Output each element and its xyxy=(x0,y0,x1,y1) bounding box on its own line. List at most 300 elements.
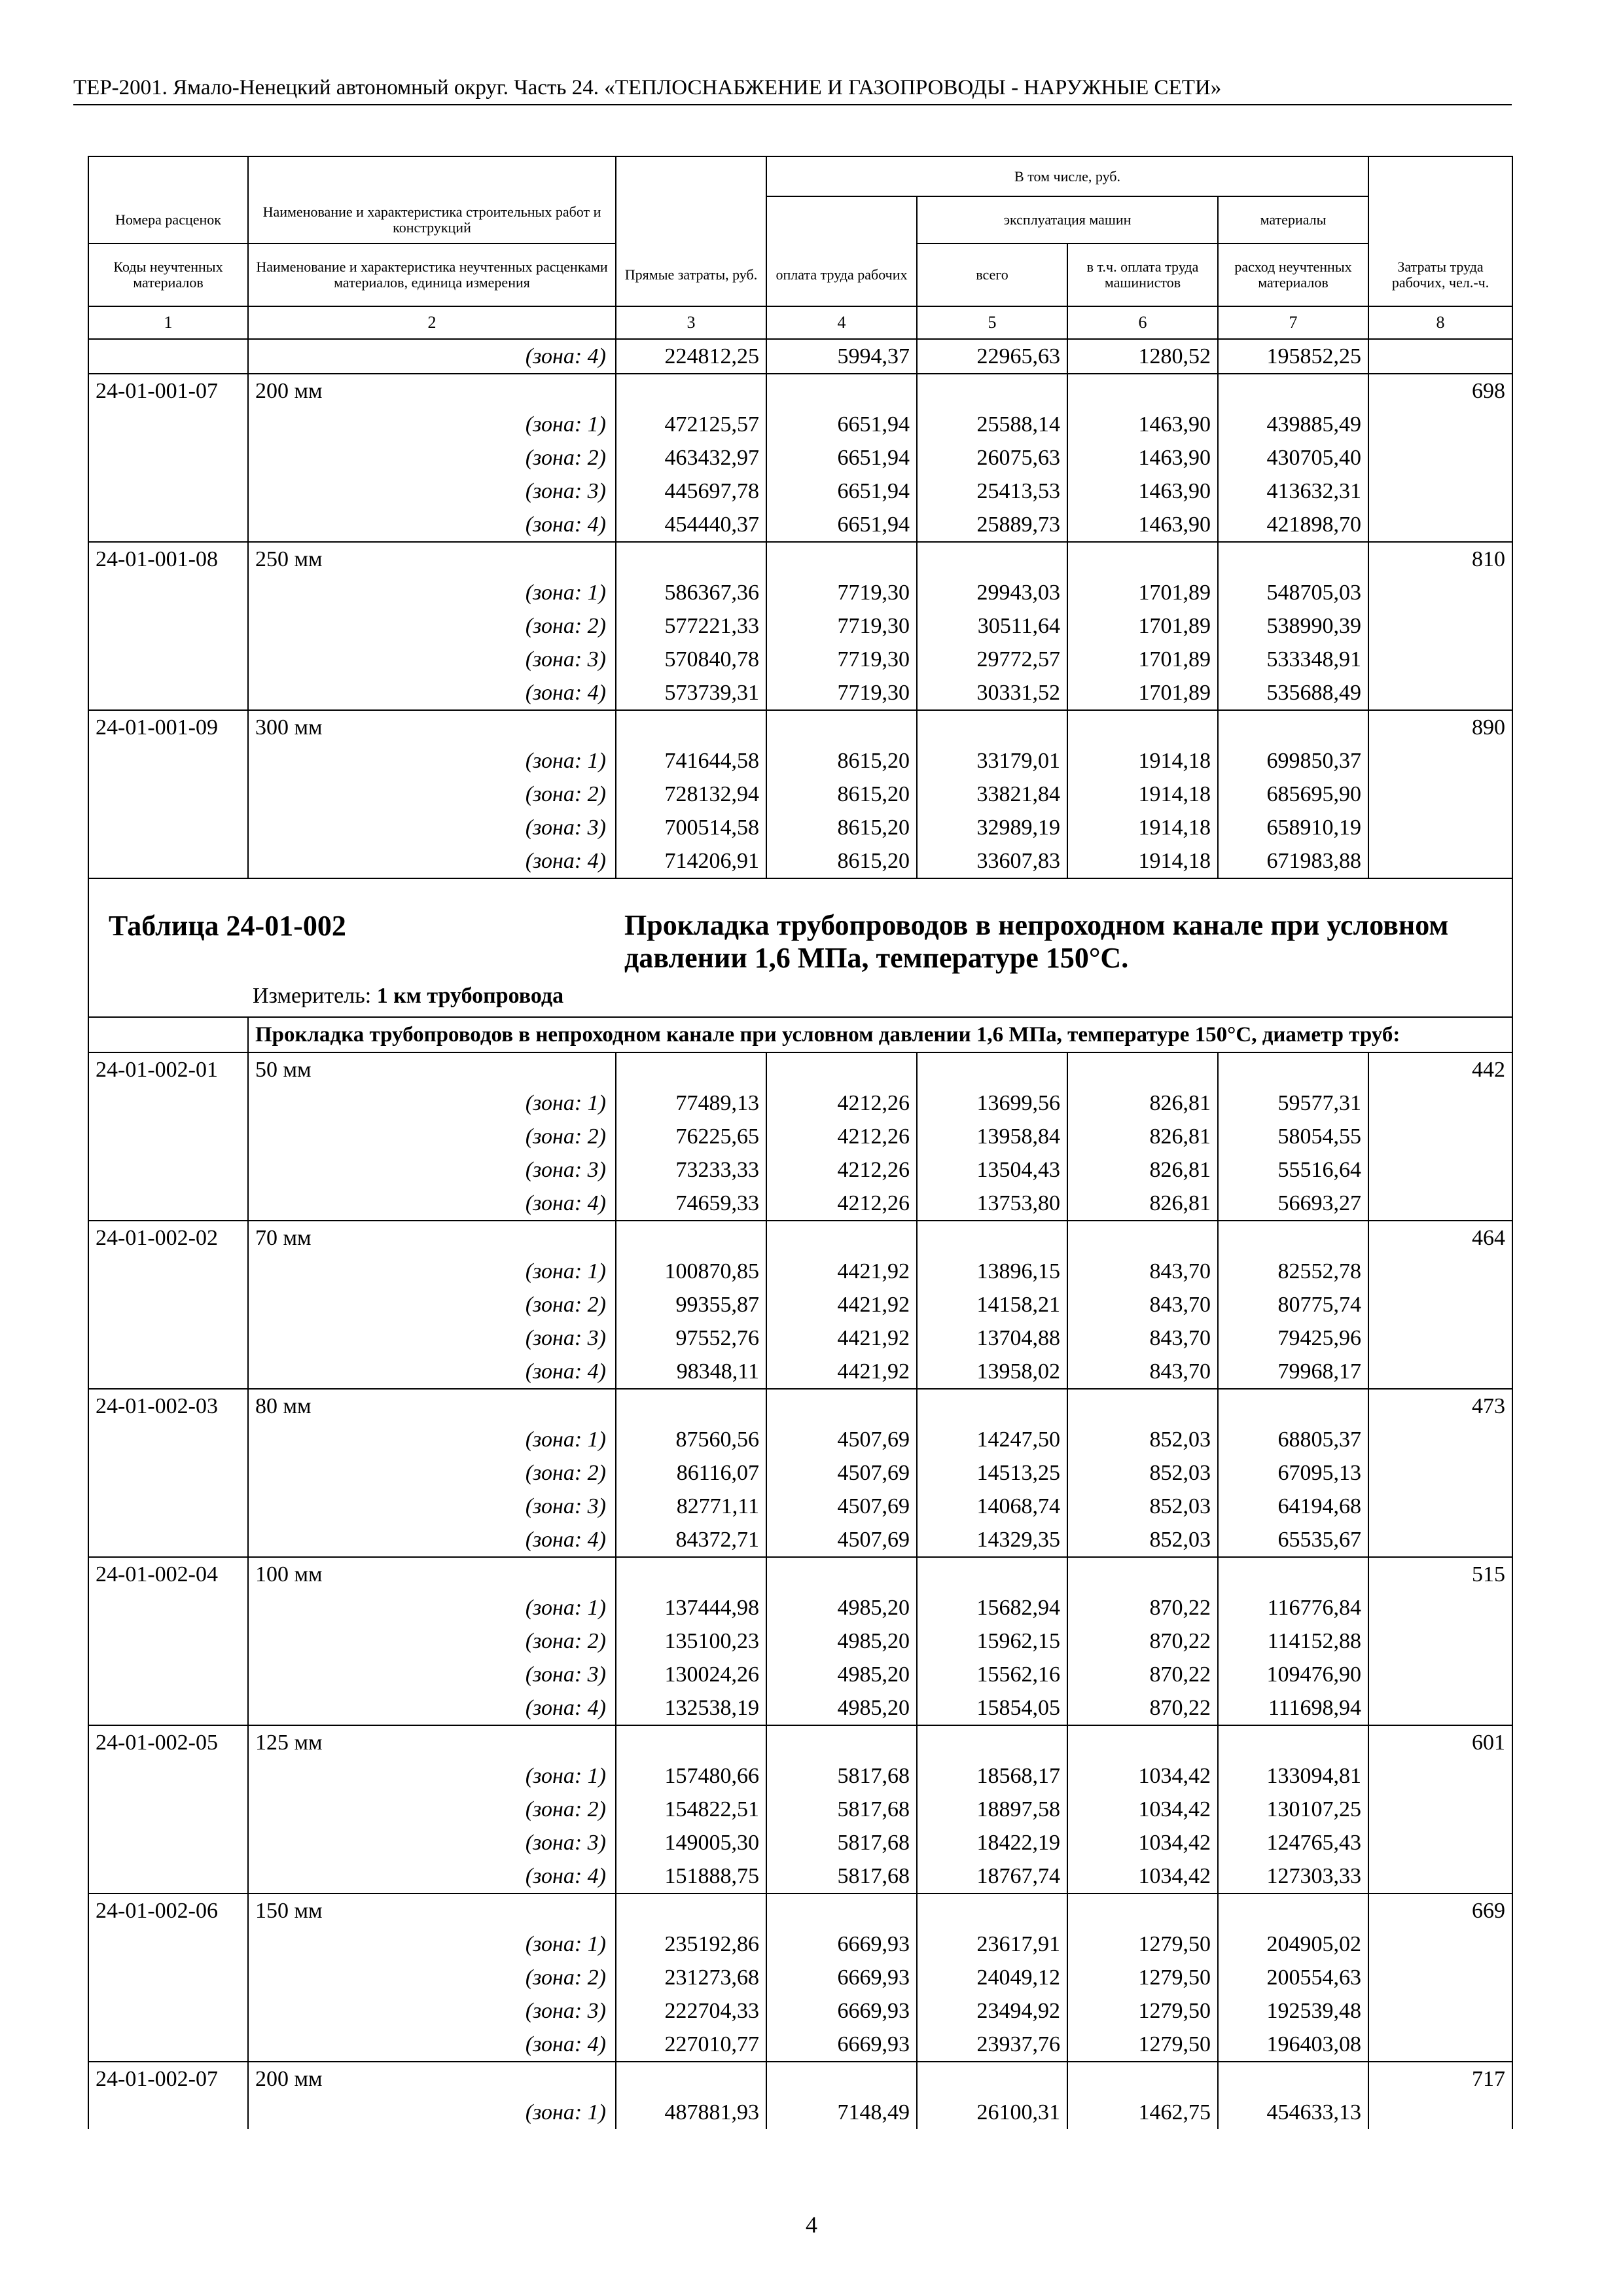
cost-value: 870,22 xyxy=(1067,1624,1218,1658)
cost-value: 154822,51 xyxy=(616,1793,766,1826)
cost-value: 15682,94 xyxy=(917,1591,1067,1624)
cost-value: 570840,78 xyxy=(616,643,766,676)
cost-value: 130107,25 xyxy=(1218,1793,1368,1826)
cost-value: 99355,87 xyxy=(616,1288,766,1321)
zone-label: (зона: 1) xyxy=(248,576,616,609)
cost-value: 7148,49 xyxy=(766,2096,917,2129)
cost-value: 5817,68 xyxy=(766,1826,917,1859)
zone-row xyxy=(88,1859,1512,1893)
column-number-row xyxy=(88,306,1512,339)
cost-value: 7719,30 xyxy=(766,609,917,643)
cost-value: 413632,31 xyxy=(1218,475,1368,508)
cost-value: 4985,20 xyxy=(766,1624,917,1658)
cost-value: 33607,83 xyxy=(917,844,1067,878)
col-name-bottom: Наименование и характеристика неучтенных расценками материалов, единица измерения xyxy=(248,243,616,306)
cost-value: 23494,92 xyxy=(917,1994,1067,2028)
cost-value: 535688,49 xyxy=(1218,676,1368,710)
labor-value: 442 xyxy=(1368,1052,1512,1086)
cost-value: 870,22 xyxy=(1067,1591,1218,1624)
cost-value: 13958,84 xyxy=(917,1120,1067,1153)
cost-value: 77489,13 xyxy=(616,1086,766,1120)
cost-value: 1462,75 xyxy=(1067,2096,1218,2129)
cost-value: 700514,58 xyxy=(616,811,766,844)
zone-row xyxy=(88,1490,1512,1523)
cost-value: 13504,43 xyxy=(917,1153,1067,1187)
cost-value: 4985,20 xyxy=(766,1691,917,1725)
cost-value: 195852,25 xyxy=(1218,339,1368,374)
zone-label: (зона: 2) xyxy=(248,1120,616,1153)
rate-row xyxy=(88,1725,1512,1759)
labor-value: 669 xyxy=(1368,1893,1512,1928)
cost-value: 30511,64 xyxy=(917,609,1067,643)
zone-row xyxy=(88,1961,1512,1994)
col-total: всего xyxy=(917,243,1067,306)
cost-value: 23617,91 xyxy=(917,1928,1067,1961)
zone-label: (зона: 2) xyxy=(248,1961,616,1994)
cost-value: 843,70 xyxy=(1067,1321,1218,1355)
cost-value: 14158,21 xyxy=(917,1288,1067,1321)
rate-name: 70 мм xyxy=(248,1221,616,1255)
labor-value: 601 xyxy=(1368,1725,1512,1759)
cost-value: 59577,31 xyxy=(1218,1086,1368,1120)
zone-row xyxy=(88,744,1512,778)
rate-name: 80 мм xyxy=(248,1389,616,1423)
cost-value: 18422,19 xyxy=(917,1826,1067,1859)
cost-value: 55516,64 xyxy=(1218,1153,1368,1187)
rate-code: 24-01-002-07 xyxy=(88,2062,248,2096)
rate-name: 50 мм xyxy=(248,1052,616,1086)
col-wages: оплата труда рабочих xyxy=(766,243,917,306)
cost-value: 826,81 xyxy=(1067,1120,1218,1153)
cost-value: 852,03 xyxy=(1067,1490,1218,1523)
cost-value: 24049,12 xyxy=(917,1961,1067,1994)
zone-row xyxy=(88,1255,1512,1288)
cost-value: 4212,26 xyxy=(766,1187,917,1221)
cost-value: 26075,63 xyxy=(917,441,1067,475)
cost-value: 741644,58 xyxy=(616,744,766,778)
rate-row xyxy=(88,2062,1512,2096)
cost-value: 728132,94 xyxy=(616,778,766,811)
labor-value: 473 xyxy=(1368,1389,1512,1423)
cost-value: 222704,33 xyxy=(616,1994,766,2028)
table-heading-row xyxy=(88,878,1512,1017)
zone-row xyxy=(88,1994,1512,2028)
cost-value: 204905,02 xyxy=(1218,1928,1368,1961)
cost-value: 15562,16 xyxy=(917,1658,1067,1691)
cost-value: 1034,42 xyxy=(1067,1859,1218,1893)
cost-value: 1914,18 xyxy=(1067,778,1218,811)
cost-value: 192539,48 xyxy=(1218,1994,1368,2028)
cost-value: 25588,14 xyxy=(917,408,1067,441)
labor-value: 890 xyxy=(1368,710,1512,744)
zone-row xyxy=(88,1691,1512,1725)
cost-value: 472125,57 xyxy=(616,408,766,441)
cost-value: 137444,98 xyxy=(616,1591,766,1624)
cost-value: 33821,84 xyxy=(917,778,1067,811)
col-incl: В том числе, руб. xyxy=(766,156,1368,196)
zone-row xyxy=(88,2028,1512,2062)
zone-label: (зона: 2) xyxy=(248,1456,616,1490)
cost-value: 86116,07 xyxy=(616,1456,766,1490)
zone-label: (зона: 1) xyxy=(248,1255,616,1288)
cost-value: 149005,30 xyxy=(616,1826,766,1859)
cost-value: 29943,03 xyxy=(917,576,1067,609)
cost-value: 4421,92 xyxy=(766,1321,917,1355)
cost-value: 843,70 xyxy=(1067,1355,1218,1389)
cost-value: 14068,74 xyxy=(917,1490,1067,1523)
cost-value: 82771,11 xyxy=(616,1490,766,1523)
zone-row xyxy=(88,408,1512,441)
rate-code: 24-01-001-07 xyxy=(88,374,248,408)
cost-value: 18897,58 xyxy=(917,1793,1067,1826)
cost-value: 4507,69 xyxy=(766,1523,917,1557)
cost-value: 114152,88 xyxy=(1218,1624,1368,1658)
cost-value: 157480,66 xyxy=(616,1759,766,1793)
rate-name: 100 мм xyxy=(248,1557,616,1591)
rate-name: 200 мм xyxy=(248,2062,616,2096)
cost-value: 421898,70 xyxy=(1218,508,1368,542)
col-name-top: Наименование и характеристика строительных работ и конструкций xyxy=(248,196,616,243)
cost-value: 4985,20 xyxy=(766,1658,917,1691)
cost-value: 84372,71 xyxy=(616,1523,766,1557)
zone-row xyxy=(88,1187,1512,1221)
cost-value: 235192,86 xyxy=(616,1928,766,1961)
cost-value: 15854,05 xyxy=(917,1691,1067,1725)
zone-label: (зона: 1) xyxy=(248,1423,616,1456)
cost-value: 224812,25 xyxy=(616,339,766,374)
cost-value: 13704,88 xyxy=(917,1321,1067,1355)
cost-value: 127303,33 xyxy=(1218,1859,1368,1893)
zone-row xyxy=(88,1793,1512,1826)
zone-label: (зона: 4) xyxy=(248,844,616,878)
cost-value: 98348,11 xyxy=(616,1355,766,1389)
zone-row xyxy=(88,609,1512,643)
cost-value: 8615,20 xyxy=(766,844,917,878)
cost-value: 7719,30 xyxy=(766,643,917,676)
rate-row xyxy=(88,710,1512,744)
cost-value: 454440,37 xyxy=(616,508,766,542)
zone-label: (зона: 3) xyxy=(248,1994,616,2028)
cost-value: 586367,36 xyxy=(616,576,766,609)
cost-value: 1463,90 xyxy=(1067,408,1218,441)
cost-value: 25413,53 xyxy=(917,475,1067,508)
col-incl-wages: в т.ч. оплата труда машинистов xyxy=(1067,243,1218,306)
zone-row xyxy=(88,339,1512,374)
column-number: 2 xyxy=(248,306,616,339)
column-number: 8 xyxy=(1368,306,1512,339)
cost-value: 1279,50 xyxy=(1067,1961,1218,1994)
cost-value: 26100,31 xyxy=(917,2096,1067,2129)
section-caption-row xyxy=(88,1017,1512,1052)
cost-value: 135100,23 xyxy=(616,1624,766,1658)
zone-row xyxy=(88,1826,1512,1859)
rate-row xyxy=(88,542,1512,576)
cost-value: 4421,92 xyxy=(766,1288,917,1321)
cost-value: 25889,73 xyxy=(917,508,1067,542)
cost-value: 13958,02 xyxy=(917,1355,1067,1389)
zone-label: (зона: 3) xyxy=(248,811,616,844)
cost-value: 6651,94 xyxy=(766,475,917,508)
cost-value: 82552,78 xyxy=(1218,1255,1368,1288)
column-number: 3 xyxy=(616,306,766,339)
zone-label: (зона: 4) xyxy=(248,1187,616,1221)
zone-row xyxy=(88,1153,1512,1187)
zone-label: (зона: 2) xyxy=(248,441,616,475)
cost-value: 4421,92 xyxy=(766,1355,917,1389)
cost-value: 463432,97 xyxy=(616,441,766,475)
cost-value: 1034,42 xyxy=(1067,1793,1218,1826)
measure-unit xyxy=(253,984,563,1009)
cost-value: 826,81 xyxy=(1067,1086,1218,1120)
cost-value: 4212,26 xyxy=(766,1086,917,1120)
cost-value: 699850,37 xyxy=(1218,744,1368,778)
zone-row xyxy=(88,1355,1512,1389)
cost-value: 13699,56 xyxy=(917,1086,1067,1120)
cost-value: 1701,89 xyxy=(1067,576,1218,609)
cost-value: 1280,52 xyxy=(1067,339,1218,374)
cost-value: 13753,80 xyxy=(917,1187,1067,1221)
zone-label: (зона: 3) xyxy=(248,643,616,676)
zone-label: (зона: 3) xyxy=(248,1658,616,1691)
zone-label: (зона: 1) xyxy=(248,2096,616,2129)
cost-value: 13896,15 xyxy=(917,1255,1067,1288)
column-number: 5 xyxy=(917,306,1067,339)
cost-value: 658910,19 xyxy=(1218,811,1368,844)
cost-value: 14329,35 xyxy=(917,1523,1067,1557)
cost-value: 714206,91 xyxy=(616,844,766,878)
zone-label: (зона: 1) xyxy=(248,1591,616,1624)
zone-row xyxy=(88,1928,1512,1961)
column-number: 6 xyxy=(1067,306,1218,339)
cost-value: 685695,90 xyxy=(1218,778,1368,811)
column-number: 7 xyxy=(1218,306,1368,339)
labor-value: 810 xyxy=(1368,542,1512,576)
cost-value: 5817,68 xyxy=(766,1793,917,1826)
cost-value: 18568,17 xyxy=(917,1759,1067,1793)
cost-value: 22965,63 xyxy=(917,339,1067,374)
cost-value: 109476,90 xyxy=(1218,1658,1368,1691)
cost-value: 73233,33 xyxy=(616,1153,766,1187)
cost-value: 100870,85 xyxy=(616,1255,766,1288)
cost-value: 1034,42 xyxy=(1067,1759,1218,1793)
cost-value: 1279,50 xyxy=(1067,2028,1218,2062)
cost-value: 1463,90 xyxy=(1067,475,1218,508)
rate-code: 24-01-002-03 xyxy=(88,1389,248,1423)
zone-row xyxy=(88,1423,1512,1456)
cost-value: 80775,74 xyxy=(1218,1288,1368,1321)
zone-label: (зона: 4) xyxy=(248,1859,616,1893)
cost-value: 4507,69 xyxy=(766,1456,917,1490)
cost-value: 133094,81 xyxy=(1218,1759,1368,1793)
col-direct: Прямые затраты, руб. xyxy=(616,243,766,306)
cost-value: 14513,25 xyxy=(917,1456,1067,1490)
cost-value: 5817,68 xyxy=(766,1759,917,1793)
zone-row xyxy=(88,1120,1512,1153)
cost-value: 196403,08 xyxy=(1218,2028,1368,2062)
rate-row xyxy=(88,1052,1512,1086)
cost-value: 87560,56 xyxy=(616,1423,766,1456)
cost-value: 231273,68 xyxy=(616,1961,766,1994)
cost-value: 870,22 xyxy=(1067,1691,1218,1725)
zone-label: (зона: 3) xyxy=(248,1321,616,1355)
zone-row xyxy=(88,508,1512,542)
cost-value: 33179,01 xyxy=(917,744,1067,778)
cost-value: 8615,20 xyxy=(766,811,917,844)
cost-value: 227010,77 xyxy=(616,2028,766,2062)
zone-row xyxy=(88,676,1512,710)
column-number: 4 xyxy=(766,306,917,339)
rate-name: 125 мм xyxy=(248,1725,616,1759)
zone-label: (зона: 1) xyxy=(248,1759,616,1793)
col-code-bottom: Коды неучтенных материалов xyxy=(88,243,248,306)
cost-value: 7719,30 xyxy=(766,676,917,710)
cost-value: 533348,91 xyxy=(1218,643,1368,676)
col-unaccounted: расход неучтенных материалов xyxy=(1218,243,1368,306)
cost-value: 74659,33 xyxy=(616,1187,766,1221)
cost-value: 1463,90 xyxy=(1067,508,1218,542)
zone-row xyxy=(88,778,1512,811)
cost-value: 852,03 xyxy=(1067,1523,1218,1557)
zone-row xyxy=(88,1321,1512,1355)
cost-value: 6669,93 xyxy=(766,2028,917,2062)
labor-value: 515 xyxy=(1368,1557,1512,1591)
cost-value: 4507,69 xyxy=(766,1423,917,1456)
zone-row xyxy=(88,576,1512,609)
cost-value: 64194,68 xyxy=(1218,1490,1368,1523)
cost-value: 843,70 xyxy=(1067,1255,1218,1288)
cost-value: 116776,84 xyxy=(1218,1591,1368,1624)
rate-row xyxy=(88,1221,1512,1255)
cost-value: 4985,20 xyxy=(766,1591,917,1624)
cost-value: 111698,94 xyxy=(1218,1691,1368,1725)
rate-name: 200 мм xyxy=(248,374,616,408)
cost-value: 548705,03 xyxy=(1218,576,1368,609)
cost-value: 132538,19 xyxy=(616,1691,766,1725)
cost-value: 8615,20 xyxy=(766,744,917,778)
cost-value: 79968,17 xyxy=(1218,1355,1368,1389)
col-machines: эксплуатация машин xyxy=(917,196,1218,243)
cost-value: 8615,20 xyxy=(766,778,917,811)
cost-value: 5817,68 xyxy=(766,1859,917,1893)
rate-name: 250 мм xyxy=(248,542,616,576)
cost-value: 4212,26 xyxy=(766,1120,917,1153)
cost-value: 5994,37 xyxy=(766,339,917,374)
cost-value: 29772,57 xyxy=(917,643,1067,676)
rate-code: 24-01-002-05 xyxy=(88,1725,248,1759)
cost-value: 852,03 xyxy=(1067,1423,1218,1456)
cost-value: 1701,89 xyxy=(1067,609,1218,643)
column-number: 1 xyxy=(88,306,248,339)
rate-row xyxy=(88,1557,1512,1591)
cost-value: 18767,74 xyxy=(917,1859,1067,1893)
zone-label: (зона: 4) xyxy=(248,2028,616,2062)
zone-label: (зона: 4) xyxy=(248,676,616,710)
section-caption: Прокладка трубопроводов в непроходном канале при условном давлении 1,6 МПа, температуре 150°С, диаметр труб: xyxy=(248,1017,1512,1052)
zone-row xyxy=(88,1658,1512,1691)
zone-label: (зона: 3) xyxy=(248,1490,616,1523)
cost-value: 65535,67 xyxy=(1218,1523,1368,1557)
cost-value: 30331,52 xyxy=(917,676,1067,710)
cost-value: 1701,89 xyxy=(1067,676,1218,710)
rate-name: 300 мм xyxy=(248,710,616,744)
zone-row xyxy=(88,1086,1512,1120)
cost-value: 538990,39 xyxy=(1218,609,1368,643)
rate-name: 150 мм xyxy=(248,1893,616,1928)
cost-value: 852,03 xyxy=(1067,1456,1218,1490)
cost-value: 1914,18 xyxy=(1067,844,1218,878)
cost-value: 1914,18 xyxy=(1067,744,1218,778)
labor-value: 717 xyxy=(1368,2062,1512,2096)
cost-value: 1279,50 xyxy=(1067,1994,1218,2028)
zone-label: (зона: 1) xyxy=(248,1086,616,1120)
zone-label: (зона: 4) xyxy=(248,1523,616,1557)
cost-value: 32989,19 xyxy=(917,811,1067,844)
zone-row xyxy=(88,643,1512,676)
zone-label: (зона: 2) xyxy=(248,778,616,811)
labor-value: 464 xyxy=(1368,1221,1512,1255)
zone-label: (зона: 4) xyxy=(248,339,616,374)
rate-row xyxy=(88,1389,1512,1423)
rate-code: 24-01-002-04 xyxy=(88,1557,248,1591)
table-number: Таблица 24-01-002 xyxy=(109,910,346,942)
zone-label: (зона: 1) xyxy=(248,1928,616,1961)
zone-label: (зона: 3) xyxy=(248,1153,616,1187)
rate-code: 24-01-001-09 xyxy=(88,710,248,744)
zone-row xyxy=(88,441,1512,475)
cost-value: 1701,89 xyxy=(1067,643,1218,676)
measure-label: Измеритель: xyxy=(253,984,372,1008)
zone-label: (зона: 4) xyxy=(248,1691,616,1725)
table-title: Прокладка трубопроводов в непроходном канале при условном давлении 1,6 МПа, температуре 150°С. xyxy=(624,909,1449,974)
cost-value: 6651,94 xyxy=(766,508,917,542)
cost-value: 6651,94 xyxy=(766,408,917,441)
col-labor: Затраты труда рабочих, чел.-ч. xyxy=(1368,243,1512,306)
cost-value: 6669,93 xyxy=(766,1961,917,1994)
col-code-top: Номера расценок xyxy=(88,196,248,243)
cost-value: 130024,26 xyxy=(616,1658,766,1691)
cost-value: 200554,63 xyxy=(1218,1961,1368,1994)
zone-row xyxy=(88,844,1512,878)
zone-label: (зона: 4) xyxy=(248,508,616,542)
zone-row xyxy=(88,811,1512,844)
running-header: ТЕР-2001. Ямало-Ненецкий автономный округ. Часть 24. «ТЕПЛОСНАБЖЕНИЕ И ГАЗОПРОВОДЫ - НАРУЖНЫЕ СЕТИ» xyxy=(73,76,1512,105)
zone-label: (зона: 1) xyxy=(248,744,616,778)
zone-row xyxy=(88,2096,1512,2129)
col-materials: материалы xyxy=(1218,196,1368,243)
labor-value: 698 xyxy=(1368,374,1512,408)
zone-label: (зона: 2) xyxy=(248,1288,616,1321)
zone-row xyxy=(88,1759,1512,1793)
cost-value: 14247,50 xyxy=(917,1423,1067,1456)
cost-value: 870,22 xyxy=(1067,1658,1218,1691)
zone-row xyxy=(88,1523,1512,1557)
rate-code: 24-01-002-06 xyxy=(88,1893,248,1928)
cost-value: 68805,37 xyxy=(1218,1423,1368,1456)
cost-value: 1279,50 xyxy=(1067,1928,1218,1961)
zone-row xyxy=(88,475,1512,508)
cost-value: 151888,75 xyxy=(616,1859,766,1893)
cost-value: 97552,76 xyxy=(616,1321,766,1355)
cost-value: 439885,49 xyxy=(1218,408,1368,441)
cost-value: 826,81 xyxy=(1067,1187,1218,1221)
cost-value: 445697,78 xyxy=(616,475,766,508)
zone-row xyxy=(88,1288,1512,1321)
cost-value: 76225,65 xyxy=(616,1120,766,1153)
cost-value: 1034,42 xyxy=(1067,1826,1218,1859)
zone-label: (зона: 2) xyxy=(248,1624,616,1658)
cost-value: 577221,33 xyxy=(616,609,766,643)
zone-label: (зона: 3) xyxy=(248,1826,616,1859)
